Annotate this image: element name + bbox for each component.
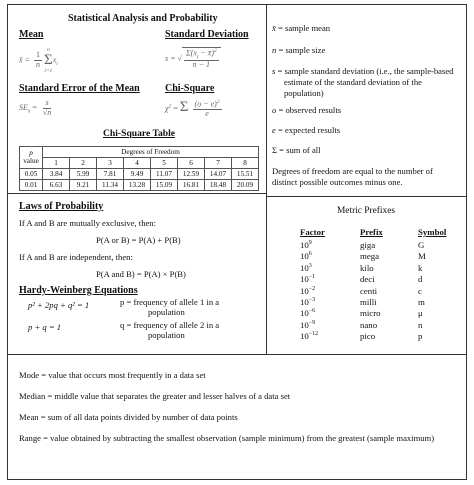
df-5: 5 (151, 158, 178, 169)
mean-formula: x̄ = $\frac{1}{n}$ n Σ i=1 $x_i$ (19, 47, 58, 74)
symbol-xbar: x̄ = sample mean (272, 23, 331, 33)
chi-square-table (19, 146, 259, 191)
independent-formula: P(A and B) = P(A) × P(B) (96, 269, 186, 279)
df-1: 1 (43, 158, 70, 169)
independent-intro: If A and B are independent, then: (19, 252, 133, 262)
factor-cell: $10^{-2}$ (300, 285, 316, 296)
metric-row (266, 286, 466, 297)
factor-cell: $10^{-1}$ (300, 274, 316, 285)
metric-row (266, 331, 466, 342)
metric-row (266, 274, 466, 285)
sigma-symbol: Σ (43, 52, 53, 68)
metric-row (266, 251, 466, 262)
df-header: Degrees of Freedom (43, 147, 259, 158)
symbol-o: o = observed results (272, 105, 342, 115)
divider-bottom (8, 354, 466, 355)
exclusive-intro: If A and B are mutually exclusive, then: (19, 218, 156, 228)
chi-square-heading: Chi-Square (165, 83, 215, 94)
factor-header: Factor (300, 227, 325, 237)
mean-heading: Mean (19, 29, 44, 40)
table-row: 0.05 3.84 5.99 7.81 9.49 11.07 12.59 14.07 15.51 (20, 169, 259, 180)
df-2: 2 (70, 158, 97, 169)
factor-cell: $10^{-9}$ (300, 319, 316, 330)
def-mode: Mode = value that occurs most frequently in a data set (19, 370, 206, 380)
factor-cell: $10^9$ (300, 240, 312, 250)
metric-row (266, 320, 466, 331)
table-row: 0.01 6.63 9.21 11.34 13.28 15.09 16.81 18.48 20.09 (20, 180, 259, 191)
std-dev-heading: Standard Deviation (165, 29, 249, 40)
df-6: 6 (178, 158, 205, 169)
prefix-header: Prefix (360, 227, 383, 237)
metric-row (266, 240, 466, 251)
prefix-cell: kilo (360, 262, 374, 273)
hardy-heading: Hardy-Weinberg Equations (19, 285, 138, 296)
df-8: 8 (232, 158, 259, 169)
symbol-cell: m (418, 297, 425, 307)
symbol-cell: n (418, 319, 423, 330)
prefix-cell: nano (360, 319, 378, 330)
divider-left (8, 193, 266, 194)
sem-formula: $SE_{x̄}$ = $\frac{s}{√n}$ (19, 98, 52, 117)
sqrt-symbol: √ (177, 53, 182, 63)
symbol-sigma: Σ = sum of all (272, 145, 321, 155)
std-dev-formula: s = √ $\frac{\Sigma(x_i - x̄)^2}{n - 1}$ (165, 47, 221, 70)
symbol-e: e = expected results (272, 125, 341, 135)
chi-table-title: Chi-Square Table (103, 128, 176, 139)
df-7: 7 (205, 158, 232, 169)
prefix-cell: centi (360, 285, 378, 296)
df-3: 3 (97, 158, 124, 169)
def-median: Median = middle value that separates the greater and lesser halves of a data set (19, 391, 291, 401)
hardy-eq1: p² + 2pq + q² = 1 (28, 300, 90, 310)
symbol-cell: p (418, 331, 423, 342)
chi-square-formula: $\chi^2 = \Sigma$ $\frac{(o - e)^2}{e}$ (165, 98, 220, 119)
symbol-cell: G (418, 240, 425, 250)
sheet-title: Statistical Analysis and Probability (68, 13, 218, 24)
p-value-header: p value (20, 147, 43, 169)
metric-row (266, 297, 466, 308)
symbol-cell: c (418, 285, 422, 296)
df-4: 4 (124, 158, 151, 169)
prefix-cell: giga (360, 240, 376, 250)
symbol-cell: μ (418, 308, 423, 319)
sem-heading: Standard Error of the Mean (19, 83, 140, 94)
prefix-cell: mega (360, 251, 380, 262)
def-range: Range = value obtained by subtracting the smallest observation (sample minimum) from the greatest (sample maximum) (19, 433, 435, 443)
prefix-cell: micro (360, 308, 381, 319)
df-note: Degrees of freedom are equal to the number of distinct possible outcomes minus one. (272, 166, 433, 187)
symbol-cell: k (418, 262, 423, 273)
symbol-n: n = sample size (272, 45, 326, 55)
factor-cell: $10^{-3}$ (300, 297, 316, 307)
prefix-cell: pico (360, 331, 376, 342)
hardy-eq2: p + q = 1 (28, 322, 62, 332)
laws-heading: Laws of Probability (19, 201, 104, 212)
symbol-cell: d (418, 274, 423, 285)
hardy-q-def: q = frequency of allele 2 in a population (120, 320, 220, 340)
factor-cell: $10^3$ (300, 262, 312, 273)
symbol-header: Symbol (418, 227, 447, 237)
metric-prefixes-panel (266, 196, 466, 354)
prefix-cell: milli (360, 297, 377, 307)
hardy-p-def: p = frequency of allele 1 in a population (120, 297, 220, 317)
factor-cell: $10^{-12}$ (300, 331, 319, 342)
exclusive-formula: P(A or B) = P(A) + P(B) (96, 235, 181, 245)
metric-row (266, 308, 466, 319)
reference-sheet (7, 4, 467, 480)
mean-lhs: x̄ = (19, 55, 30, 65)
factor-cell: $10^6$ (300, 251, 312, 262)
def-mean: Mean = sum of all data points divided by number of data points (19, 412, 238, 422)
metric-title: Metric Prefixes (336, 206, 396, 216)
metric-row (266, 263, 466, 274)
prefix-cell: deci (360, 274, 375, 285)
symbol-cell: M (418, 251, 426, 262)
symbol-s: s = sample standard deviation (i.e., the sample-based estimate of the standard deviation of the population) (272, 66, 454, 98)
factor-cell: $10^{-6}$ (300, 308, 316, 319)
